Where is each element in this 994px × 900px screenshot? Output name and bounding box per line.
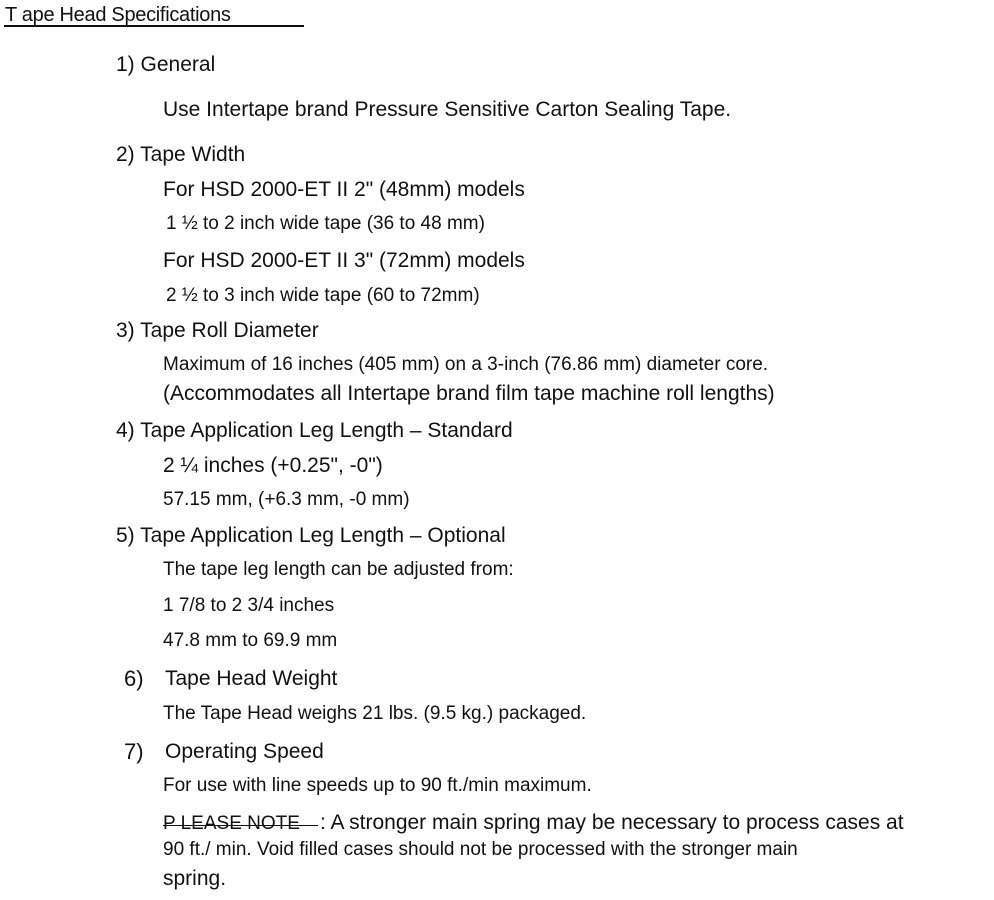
section-4-heading (116, 420, 513, 441)
section-1-line-1: Use Intertape brand Pressure Sensitive Carton Sealing Tape. (163, 98, 732, 121)
section-title: Tape Roll Diameter (140, 319, 319, 342)
note-text-1: : A stronger main spring may be necessary to process cases at (319, 811, 904, 834)
section-7-number: 7) (124, 739, 144, 764)
note-line-2: 90 ft./ min. Void filled cases should not be processed with the stronger main (163, 839, 798, 860)
section-2-line-4: 2 ½ to 3 inch wide tape (60 to 72mm) (166, 285, 480, 306)
section-6-line-1: The Tape Head weighs 21 lbs. (9.5 kg.) packaged. (163, 703, 587, 724)
section-number: 3) (116, 319, 135, 342)
note-label-text: P LEASE NOTE (163, 813, 300, 834)
section-number: 1) (116, 53, 135, 76)
section-5-line-2: 1 7/8 to 2 3/4 inches (163, 595, 335, 616)
title-underline (4, 25, 304, 27)
section-number: 2) (116, 143, 135, 166)
section-3-line-2: (Accommodates all Intertape brand film tape machine roll lengths) (163, 382, 775, 405)
section-title: Tape Width (140, 143, 246, 166)
section-2-heading (116, 144, 245, 165)
section-3-line-1: Maximum of 16 inches (405 mm) on a 3-inch (76.86 mm) diameter core. (163, 354, 769, 375)
page-title: T ape Head Specifications (5, 4, 231, 26)
section-title: Tape Application Leg Length – Optional (140, 524, 506, 547)
section-2-line-1: For HSD 2000-ET II 2" (48mm) models (163, 178, 525, 201)
note-label (163, 812, 300, 833)
section-7-line-1: For use with line speeds up to 90 ft./min maximum. (163, 775, 592, 796)
section-title: General (140, 53, 216, 76)
section-3-heading (116, 320, 319, 341)
section-number: 4) (116, 419, 135, 442)
section-6-number: 6) (124, 666, 144, 691)
section-2-line-3: For HSD 2000-ET II 3" (72mm) models (163, 249, 525, 272)
section-number: 5) (116, 524, 135, 547)
section-2-line-2: 1 ½ to 2 inch wide tape (36 to 48 mm) (166, 213, 485, 234)
section-4-line-2: 57.15 mm, (+6.3 mm, -0 mm) (163, 489, 410, 510)
note-line-1 (163, 812, 904, 833)
section-4-line-1: 2 ¼ inches (+0.25", -0") (163, 454, 383, 477)
section-title: Tape Application Leg Length – Standard (140, 419, 513, 442)
section-7-heading: Operating Speed (165, 740, 324, 763)
section-5-heading (116, 525, 506, 546)
note-strike-line (163, 825, 318, 826)
section-5-line-1: The tape leg length can be adjusted from: (163, 559, 514, 580)
section-5-line-3: 47.8 mm to 69.9 mm (163, 630, 338, 651)
section-6-heading: Tape Head Weight (165, 667, 338, 690)
section-1-heading (116, 54, 215, 75)
note-line-3: spring. (163, 867, 227, 890)
